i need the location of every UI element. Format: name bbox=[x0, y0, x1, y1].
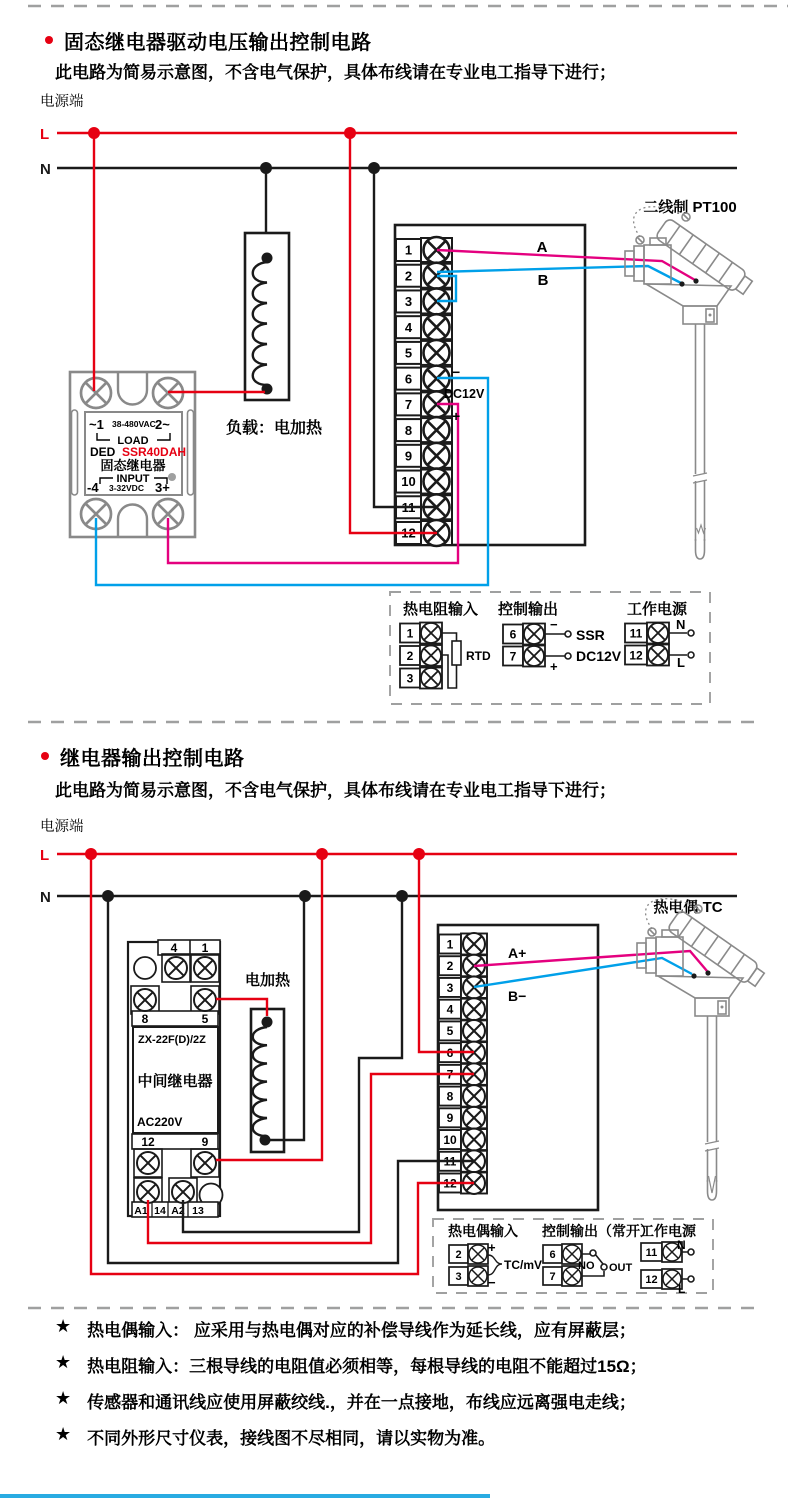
rtd-input-title: 热电阻输入 bbox=[403, 601, 479, 618]
relay-pin-8: 8 bbox=[141, 1012, 149, 1026]
svg-text:7: 7 bbox=[446, 1067, 454, 1082]
detail-ssr-label: SSR bbox=[576, 627, 605, 643]
output-minus-label: − bbox=[452, 364, 461, 380]
svg-text:2: 2 bbox=[455, 1248, 462, 1261]
control-output-title: 控制输出 bbox=[498, 601, 559, 618]
svg-text:6: 6 bbox=[404, 371, 413, 387]
relay-pin-14: 14 bbox=[154, 1205, 166, 1217]
svg-text:2: 2 bbox=[404, 268, 413, 284]
svg-text:6: 6 bbox=[446, 1045, 454, 1060]
relay-name-label: 中间继电器 bbox=[137, 1073, 213, 1090]
relay-pin-1: 1 bbox=[201, 941, 209, 955]
ssr-terminal-3-label: 3+ bbox=[155, 480, 170, 495]
relay-pin-9: 9 bbox=[201, 1135, 209, 1149]
svg-text:5: 5 bbox=[404, 345, 413, 361]
ssr-name-label: 固态继电器 bbox=[100, 458, 166, 473]
svg-text:3: 3 bbox=[446, 980, 454, 995]
star-icon: ★ bbox=[55, 1388, 72, 1408]
svg-text:11: 11 bbox=[401, 499, 416, 515]
svg-text:8: 8 bbox=[446, 1089, 454, 1104]
power-terminal-strip-2 bbox=[641, 1242, 682, 1289]
heater-load-1 bbox=[245, 168, 289, 400]
svg-text:10: 10 bbox=[401, 474, 416, 490]
power-terminal-strip bbox=[625, 623, 669, 666]
ssr-brand-label: DED bbox=[90, 445, 116, 459]
svg-text:3: 3 bbox=[455, 1270, 462, 1283]
detail2-l-label: L bbox=[678, 1282, 686, 1296]
line-l-label: L bbox=[40, 126, 50, 143]
no-contact-label: NO bbox=[578, 1260, 595, 1272]
svg-text:11: 11 bbox=[645, 1246, 658, 1259]
svg-text:9: 9 bbox=[404, 448, 413, 464]
svg-text:4: 4 bbox=[404, 319, 413, 335]
svg-text:6: 6 bbox=[509, 627, 517, 642]
relay-pin-13: 13 bbox=[192, 1205, 204, 1217]
section1-subtitle: 此电路为简易示意图，不含电气保护，具体布线请在专业电工指导下进行； bbox=[55, 63, 616, 82]
detail-plus-label: + bbox=[550, 659, 558, 674]
line-n-label: N bbox=[40, 161, 51, 178]
star-icon: ★ bbox=[55, 1316, 72, 1336]
terminal-detail-box-1 bbox=[390, 592, 710, 704]
detail-l-label: L bbox=[677, 655, 685, 670]
ssr-load-label: LOAD bbox=[117, 435, 149, 447]
output-plus-label: + bbox=[452, 408, 461, 424]
power-terminal-label: 电源端 bbox=[40, 94, 84, 110]
ssr-terminal-2-label: 2~ bbox=[155, 417, 170, 432]
svg-text:12: 12 bbox=[443, 1176, 457, 1191]
svg-text:7: 7 bbox=[549, 1270, 556, 1283]
svg-text:5: 5 bbox=[446, 1024, 454, 1039]
tc-plus-label: + bbox=[488, 1240, 496, 1255]
svg-text:8: 8 bbox=[404, 422, 413, 438]
wire-b-label: B bbox=[537, 272, 549, 289]
heater-load-2 bbox=[251, 1009, 284, 1152]
svg-text:7: 7 bbox=[509, 649, 517, 664]
svg-text:12: 12 bbox=[645, 1273, 658, 1286]
star-icon: ★ bbox=[55, 1424, 72, 1444]
control-output-no-title: 控制输出（常开） bbox=[542, 1223, 654, 1239]
controller-instrument-1 bbox=[395, 225, 585, 546]
note-text: 传感器和通讯线应使用屏蔽绞线.，并在一点接地，布线应远离强电走线； bbox=[87, 1393, 636, 1412]
heater-label-1: 负载：电加热 bbox=[226, 420, 323, 437]
note-text: 热电偶输入： 应采用与热电偶对应的补偿导线作为延长线，应有屏蔽层； bbox=[87, 1321, 636, 1340]
rtd-terminal-strip bbox=[400, 623, 442, 689]
svg-text:12: 12 bbox=[401, 525, 416, 541]
svg-text:3: 3 bbox=[406, 671, 414, 686]
tc-mv-label: TC/mV bbox=[504, 1258, 543, 1272]
tc-terminal-strip bbox=[449, 1244, 488, 1286]
svg-text:12: 12 bbox=[629, 648, 643, 663]
section2-subtitle: 此电路为简易示意图，不含电气保护，具体布线请在专业电工指导下进行； bbox=[55, 781, 616, 800]
svg-text:7: 7 bbox=[404, 397, 413, 413]
svg-text:9: 9 bbox=[446, 1111, 454, 1126]
power-rails-1 bbox=[40, 126, 737, 178]
tc-sensor-label: 热电偶 TC bbox=[653, 899, 723, 916]
relay-pin-5: 5 bbox=[201, 1012, 209, 1026]
relay-model-label: ZX-22F(D)/2Z bbox=[138, 1034, 206, 1046]
controller-instrument-2 bbox=[438, 925, 598, 1210]
detail2-n-label: N bbox=[677, 1238, 686, 1252]
relay-pin-4: 4 bbox=[170, 941, 178, 955]
pt100-sensor-illustration bbox=[625, 207, 755, 559]
section1-title: 固态继电器驱动电压输出控制电路 bbox=[64, 32, 372, 54]
output-terminal-strip bbox=[503, 624, 545, 667]
relay-pin-a1: A1 bbox=[134, 1205, 148, 1217]
ssr-vac-label: 38-480VAC bbox=[112, 419, 156, 429]
heater-label-2: 电加热 bbox=[245, 972, 291, 989]
star-icon: ★ bbox=[55, 1352, 72, 1372]
pt100-sensor-label: 二线制 PT100 bbox=[643, 199, 737, 216]
rtd-label: RTD bbox=[466, 649, 491, 663]
relay-pin-a2: A2 bbox=[171, 1205, 185, 1217]
working-power-title-2: 工作电源 bbox=[640, 1223, 696, 1239]
ssr-model-label: SSR40DAH bbox=[122, 445, 187, 459]
ssr-terminal-1-label: ~1 bbox=[89, 417, 104, 432]
svg-text:2: 2 bbox=[446, 959, 454, 974]
svg-text:3: 3 bbox=[404, 294, 413, 310]
wire-b-minus-label: B− bbox=[508, 988, 527, 1004]
terminal-detail-box-2 bbox=[433, 1219, 713, 1296]
tc-sensor-illustration bbox=[637, 899, 767, 1200]
detail-n-label: N bbox=[676, 617, 686, 632]
svg-text:2: 2 bbox=[406, 648, 414, 663]
svg-text:1: 1 bbox=[406, 626, 414, 641]
line-l-label-2: L bbox=[40, 847, 50, 864]
svg-text:1: 1 bbox=[404, 242, 413, 258]
svg-text:6: 6 bbox=[549, 1248, 556, 1261]
tc-minus-label: − bbox=[488, 1275, 496, 1290]
detail-minus-label: − bbox=[550, 617, 558, 632]
svg-text:11: 11 bbox=[629, 626, 643, 641]
section2-title: 继电器输出控制电路 bbox=[60, 748, 245, 770]
ssr-input-label: INPUT bbox=[116, 473, 150, 485]
output-dc12v-label: DC12V bbox=[444, 387, 485, 401]
line-n-label-2: N bbox=[40, 889, 51, 906]
ssr-terminal-4-label: -4 bbox=[87, 480, 99, 495]
relay-voltage-label: AC220V bbox=[137, 1115, 183, 1129]
svg-text:10: 10 bbox=[443, 1132, 457, 1147]
output-terminal-strip-2 bbox=[543, 1244, 582, 1286]
svg-text:1: 1 bbox=[446, 937, 454, 952]
note-text: 热电阻输入：三根导线的电阻值必须相等，每根导线的电阻不能超过15Ω； bbox=[87, 1357, 647, 1376]
footer-blue-line bbox=[0, 1494, 490, 1498]
note-text: 不同外形尺寸仪表，接线图不尽相同，请以实物为准。 bbox=[87, 1429, 496, 1448]
working-power-title: 工作电源 bbox=[627, 601, 688, 618]
wire-a-label: A bbox=[536, 239, 548, 256]
relay-pin-12: 12 bbox=[141, 1135, 155, 1149]
ssr-module bbox=[70, 372, 195, 537]
detail-dc12v-label: DC12V bbox=[576, 648, 622, 664]
tc-input-title: 热电偶输入 bbox=[448, 1223, 518, 1239]
svg-text:11: 11 bbox=[443, 1154, 457, 1169]
intermediate-relay bbox=[128, 940, 223, 1217]
out-contact-label: OUT bbox=[609, 1262, 633, 1274]
power-terminal-label-2: 电源端 bbox=[40, 819, 84, 835]
power-rails-2 bbox=[40, 847, 737, 906]
wire-a-plus-label: A+ bbox=[508, 945, 527, 961]
ssr-vdc-label: 3-32VDC bbox=[109, 483, 144, 493]
svg-text:4: 4 bbox=[446, 1002, 454, 1017]
